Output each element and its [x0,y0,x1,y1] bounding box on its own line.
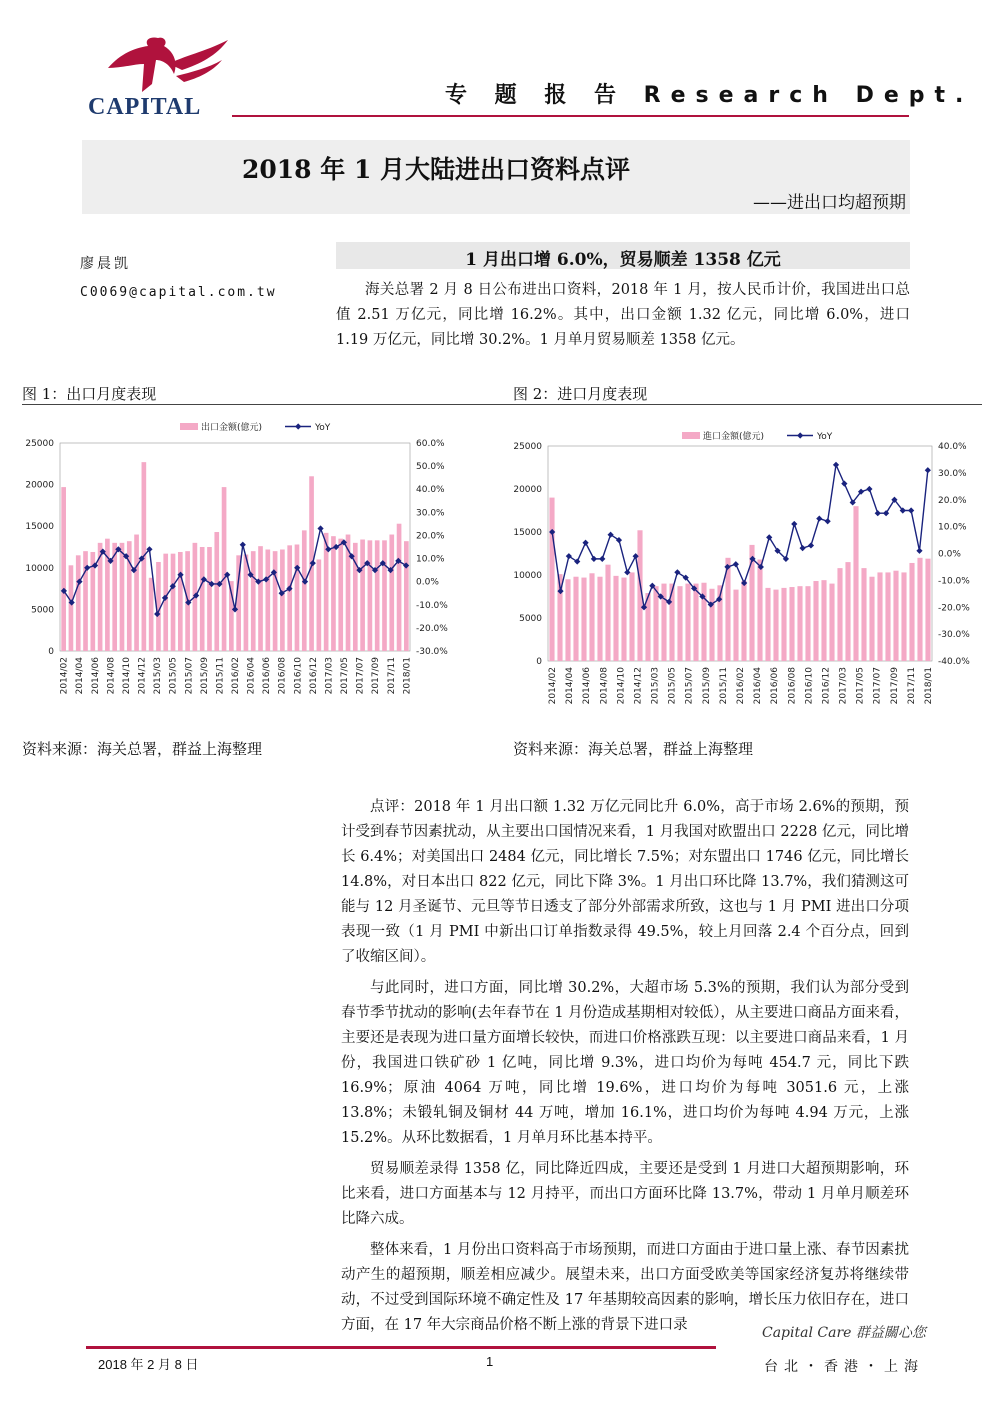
yoy-point [317,525,323,531]
y-right-tick-label: 40.0% [938,442,967,452]
x-tick-label: 2017/07 [355,657,366,695]
bar [295,545,300,651]
y-right-tick-label: -10.0% [416,600,448,611]
bar [265,549,270,651]
body-paragraph: 贸易顺差录得 1358 亿，同比降近四成，主要还是受到 1 月进口大超预期影响，环比来看，进口方面基本与 12 月持平，而出口方面环比降 13.7%，带动 1 月单月顺差环比降六成。 [341,1161,909,1227]
bar [273,551,278,651]
bar [853,506,858,661]
bar [171,554,176,651]
bar [397,524,402,651]
footer-brand: Capital Care 群益關心您 [762,1325,926,1341]
y-left-tick-label: 15000 [25,522,54,533]
y-right-tick-label: 10.0% [416,554,445,565]
x-tick-label: 2015/05 [667,667,678,705]
footer-date: 2018 年 2 月 8 日 [98,1357,199,1372]
capital-logo-icon [104,34,232,96]
legend-swatch-bar [180,423,198,430]
y-right-tick-label: 20.0% [416,531,445,542]
yoy-point [599,556,605,562]
yoy-point [833,462,839,468]
bar [331,536,336,651]
bar [149,578,154,651]
bar [909,563,914,661]
bar [613,576,618,661]
bar [677,586,682,661]
x-tick-label: 2014/06 [582,667,593,705]
body-text [341,795,909,1344]
y-right-tick-label: -20.0% [416,623,448,634]
x-tick-label: 2014/08 [599,667,610,705]
x-tick-label: 2014/10 [121,657,132,695]
yoy-point [766,534,772,540]
x-tick-label: 2015/09 [701,667,712,705]
bar [573,577,578,661]
x-tick-label: 2017/03 [838,667,849,705]
bar [69,565,74,651]
x-tick-label: 2017/09 [889,667,900,705]
bar [258,546,263,651]
y-left-tick-label: 5000 [519,614,542,624]
bar [120,543,125,651]
yoy-point [240,542,246,548]
bar [317,559,322,651]
bar [382,540,387,651]
author-name: 廖晨凯 [80,256,131,272]
bar [251,551,256,651]
highlight-headline: 1 月出口增 6.0%，贸易顺差 1358 亿元 [465,250,781,270]
y-right-tick-label: 10.0% [938,522,967,533]
legend-swatch-point [797,432,803,438]
y-left-tick-label: 10000 [513,571,542,581]
bar [789,587,794,661]
legend-swatch-point [295,423,301,429]
page-title: 2018 年 1 月大陆进出口资料点评 [241,155,631,184]
figure-2-label: 图 2：进口月度表现 [513,385,648,403]
x-tick-label: 2016/10 [804,667,815,705]
bar [877,572,882,661]
bar [163,554,168,651]
bar [925,559,930,661]
bar [813,581,818,661]
page-subtitle: ——进出口均超预期 [753,193,906,213]
bar [214,532,219,651]
y-right-tick-label: 0.0% [938,549,961,560]
x-tick-label: 2017/05 [340,657,351,695]
x-tick-label: 2015/03 [153,657,164,695]
bar [917,558,922,661]
x-tick-label: 2016/08 [277,657,288,695]
footer-rule [86,1346,716,1349]
bar [829,584,834,661]
y-right-tick-label: 0.0% [416,577,439,588]
yoy-point [825,518,831,524]
x-tick-label: 2015/03 [650,667,661,705]
x-tick-label: 2017/11 [906,667,917,705]
bar [404,541,409,651]
y-right-tick-label: -30.0% [938,630,970,641]
y-left-tick-label: 25000 [25,439,54,449]
bar [621,578,626,661]
bar [61,487,66,651]
yoy-point [591,556,597,562]
y-right-tick-label: 50.0% [416,462,445,473]
bar [565,579,570,661]
y-right-tick-label: 20.0% [938,495,967,506]
bar [893,571,898,661]
x-tick-label: 2014/02 [548,667,558,705]
y-right-tick-label: 30.0% [416,508,445,519]
bar [200,547,205,651]
x-tick-label: 2014/04 [565,667,576,705]
x-tick-label: 2015/07 [184,657,195,695]
x-tick-label: 2016/12 [821,667,832,705]
y-left-tick-label: 20000 [25,480,54,491]
bar [869,577,874,661]
x-tick-label: 2016/04 [246,657,257,695]
import-chart [496,410,992,720]
legend-swatch-bar [682,432,700,439]
figure-1-source: 资料来源：海关总署，群益上海整理 [22,740,263,758]
bar [112,543,117,651]
figure-2-source: 资料来源：海关总署，群益上海整理 [513,740,754,758]
yoy-point [733,561,739,567]
bar [733,590,738,661]
yoy-point [841,481,847,487]
bar [653,586,658,661]
x-tick-label: 2016/12 [308,657,319,695]
bar [709,589,714,661]
legend-label: YoY [315,423,331,433]
x-tick-label: 2014/10 [616,667,627,705]
bar [685,584,690,661]
x-tick-label: 2017/05 [855,667,866,705]
yoy-point [916,548,922,554]
y-left-tick-label: 0 [48,647,54,657]
bar [605,565,610,661]
bar [244,554,249,651]
y-left-tick-label: 0 [536,657,542,667]
header-rule [232,115,909,117]
bar [375,540,380,651]
y-right-tick-label: -20.0% [938,603,970,614]
export-chart [0,410,496,720]
x-tick-label: 2016/04 [753,667,764,705]
y-right-tick-label: -30.0% [416,647,448,657]
x-tick-label: 2015/05 [168,657,179,695]
y-left-tick-label: 15000 [513,528,542,538]
bar [805,586,810,661]
bar [207,547,212,651]
x-tick-label: 2015/11 [215,657,226,695]
bar [797,586,802,661]
body-paragraph: 与此同时，进口方面，同比增 30.2%，大超市场 5.3%的预期，我们认为部分受到春节季节扰动的影响(去年春节在 1 月份造成基期相对较低），从主要进口商品方面来看，主要还是表现为进口量方面增长较快，而进口价格涨跌互现：以主要进口商品来看，1 月份，我国进口铁矿砂 1 亿吨，同比增 9.3%，进口均价为每吨 454.7 元，同比下跌 16.9%；原油 4064 万吨，同比增 19.6%，进口均价为每吨 3051.6 元，上涨 13.8%；未锻轧铜及铜材 44 万吨，增加 16.1%，进口均价为每吨 4.94 万元，上涨 15.2%。从环比数据看，1 月单月环比基本持平。 [341,980,909,1146]
y-left-tick-label: 5000 [31,605,54,616]
bar [302,530,307,651]
logo-text: CAPITAL [88,94,202,120]
yoy-point [875,510,881,516]
bar [773,590,778,661]
bar [338,539,343,651]
bar [287,545,292,651]
bar [581,578,586,661]
figure-1-label: 图 1：出口月度表现 [22,385,157,403]
y-right-tick-label: 40.0% [416,485,445,496]
bar [222,487,227,651]
x-tick-label: 2018/01 [402,657,413,695]
x-tick-label: 2014/04 [75,657,86,695]
bar [845,562,850,661]
bar [861,568,866,661]
y-right-tick-label: -10.0% [938,576,970,587]
bar [134,535,139,651]
legend-label: 進口金額(億元) [703,432,765,442]
x-tick-label: 2018/01 [924,667,934,705]
x-tick-label: 2016/02 [231,657,241,695]
y-right-tick-label: 60.0% [416,439,445,449]
x-tick-label: 2017/03 [324,657,335,695]
yoy-point [816,515,822,521]
x-tick-label: 2016/06 [770,667,781,705]
bar [885,572,890,661]
x-tick-label: 2015/07 [684,667,695,705]
x-tick-label: 2015/09 [199,657,210,695]
bar [757,560,762,661]
bar [178,552,183,651]
page-number: 1 [486,1354,494,1369]
bar [280,549,285,651]
yoy-point [866,486,872,492]
bar [765,588,770,661]
x-tick-label: 2016/02 [736,667,746,705]
x-tick-label: 2017/11 [386,657,397,695]
bar [741,581,746,661]
yoy-point [582,540,588,546]
legend-label: 出口金额(億元) [201,423,263,433]
y-left-tick-label: 20000 [513,485,542,495]
bar [360,540,365,651]
x-tick-label: 2016/10 [293,657,304,695]
y-left-tick-label: 10000 [25,563,54,574]
bar [781,588,786,661]
bar [549,498,554,661]
x-tick-label: 2014/06 [90,657,101,695]
bar [368,540,373,651]
yoy-point [808,542,814,548]
bar [693,584,698,661]
bar [389,535,394,651]
yoy-point [799,545,805,551]
yoy-point [791,521,797,527]
report-type-title: 专 题 报 告 Research Dept. [445,83,974,108]
x-tick-label: 2016/06 [262,657,273,695]
bar [76,555,81,651]
x-tick-label: 2014/02 [59,657,70,695]
x-tick-label: 2017/09 [371,657,382,695]
bar [629,572,634,661]
legend-label: YoY [817,432,833,442]
bar [597,577,602,661]
y-right-tick-label: -40.0% [938,657,970,667]
x-tick-label: 2015/11 [718,667,729,705]
bar [901,572,906,661]
yoy-point [925,467,931,473]
figure-rule [22,404,982,405]
body-paragraph: 点评：2018 年 1 月出口额 1.32 万亿元同比升 6.0%，高于市场 2.6%的预期，预计受到春节因素扰动，从主要出口国情况来看，1 月我国对欧盟出口 2228 亿元，同比增长 6.4%；对美国出口 2484 亿元，同比增长 7.5%；对东盟出口 1746 亿元，同比增长 14.8%，对日本出口 822 亿元，同比下降 3%。1 月出口环比降 13.7%，我们猜测这可能与 12 月圣诞节、元旦等节日透支了部分外部需求所致，这也与 1 月 PMI 进出口分项表现一致（1 月 PMI 中新出口订单指数录得 49.5%，较上月回落 2.4 个百分点，回到了收缩区间）。 [341,799,909,965]
footer-cities: 台北・香港・上海 [764,1359,924,1375]
x-tick-label: 2014/08 [106,657,117,695]
bar [821,580,826,661]
body-paragraph: 整体来看，1 月份出口资料高于市场预期，而进口方面由于进口量上涨、春节因素扰动产生的超预期，顺差相应减少。展望未来，出口方面受欧美等国家经济复苏将继续带动，不过受到国际环境不确定性及 17 年基期较高因素的影响，增长压力依旧存在，进口方面，在 17 年大宗商品价格不断上涨的背景下进口录 [341,1242,909,1333]
intro-paragraph: 海关总署 2 月 8 日公布进出口资料，2018 年 1 月，按人民币计价，我国进出口总值 2.51 万亿元，同比增 16.2%。其中，出口金额 1.32 亿元，同比增 6.0%，进口 1.19 万亿元，同比增 30.2%。1 月单月贸易顺差 1358 亿元。 [336,282,910,348]
yoy-point [883,510,889,516]
y-left-tick-label: 25000 [513,442,542,452]
x-tick-label: 2014/12 [137,657,148,695]
author-email[interactable]: C0069@capital.com.tw [80,285,277,300]
bar [589,573,594,661]
x-tick-label: 2016/08 [787,667,798,705]
y-right-tick-label: 30.0% [938,468,967,479]
x-tick-label: 2017/07 [872,667,883,705]
yoy-point [908,507,914,513]
x-tick-label: 2014/12 [633,667,644,705]
bar [837,568,842,661]
